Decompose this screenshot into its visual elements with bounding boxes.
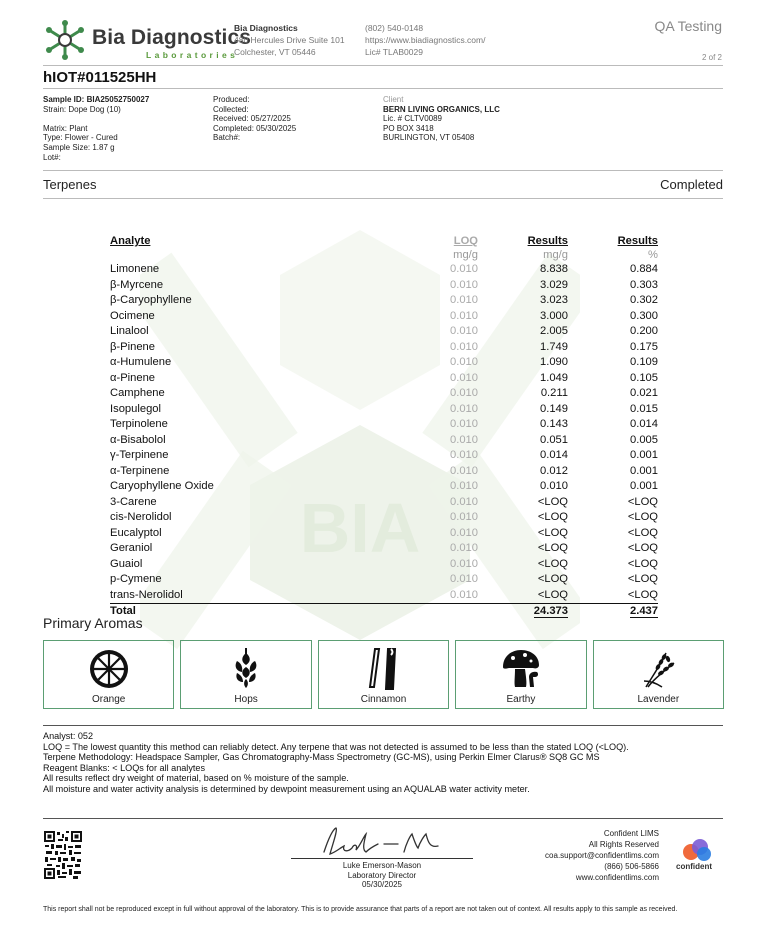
date-collected: Collected: — [213, 104, 249, 114]
loq-value: 0.010 — [450, 402, 478, 415]
unit-results-mg: mg/g — [543, 249, 568, 261]
loq-value: 0.010 — [450, 387, 478, 399]
section-status: Completed — [660, 177, 723, 192]
analyte-name: p-Cymene — [110, 573, 162, 585]
notes-section — [43, 731, 727, 795]
header-divider — [43, 65, 723, 66]
result-pct: 0.884 — [630, 263, 658, 275]
loq-value: 0.010 — [450, 480, 478, 492]
total-mg: 24.373 — [533, 605, 568, 617]
client-address1: PO BOX 3418 — [383, 123, 434, 133]
result-pct: 0.001 — [630, 449, 658, 461]
signoff-block — [291, 861, 473, 890]
analyte-name: β-Pinene — [110, 340, 155, 353]
client-name: BERN LIVING ORGANICS, LLC — [383, 104, 500, 114]
analyte-name: Caryophyllene Oxide — [110, 480, 214, 492]
aroma-card-cinnamon — [318, 640, 449, 709]
lab-phone: (802) 540-0148 — [365, 23, 424, 33]
table-row — [110, 479, 658, 495]
units-row — [110, 248, 658, 262]
table-row — [110, 464, 658, 480]
lims-phone: (866) 506-5866 — [604, 862, 659, 871]
analyte-name: 3-Carene — [110, 495, 157, 508]
loq-value: 0.010 — [450, 371, 478, 384]
result-mg: 1.049 — [540, 371, 568, 384]
result-pct: 0.015 — [630, 402, 658, 415]
table-row — [110, 355, 658, 371]
bia-logo-icon — [43, 19, 87, 61]
lab-website-link[interactable]: https://www.biadiagnostics.com/ — [365, 35, 486, 45]
moisture-note: All moisture and water activity analysis is determined by dewpoint measurement using an AQUALAB water activity meter. — [43, 783, 530, 794]
sample-strain: Strain: Dope Dog (10) — [43, 104, 121, 114]
table-row — [110, 557, 658, 573]
reagent-blanks: Reagent Blanks: < LOQs for all analytes — [43, 762, 206, 773]
analyte-name: α-Terpinene — [110, 464, 170, 477]
footer-disclaimer: This report shall not be reproduced except in full without approval of the laboratory. This is to provide assurance that parts of a report are not taken out of context. All results apply to this sample as received. — [43, 906, 678, 913]
loq-value: 0.010 — [450, 542, 478, 554]
lab-logo-subtitle: Laboratories — [146, 50, 239, 60]
analyte-name: β-Myrcene — [110, 278, 164, 291]
loq-value: 0.010 — [450, 309, 478, 322]
table-row — [110, 324, 658, 340]
director-name: Luke Emerson-Mason — [342, 861, 422, 870]
result-pct: 0.021 — [630, 387, 658, 399]
total-row — [110, 604, 658, 620]
result-pct: <LOQ — [627, 588, 658, 601]
result-pct: 0.300 — [630, 309, 658, 322]
dry-weight-note: All results reflect dry weight of material, based on % moisture of the sample. — [43, 773, 349, 784]
loq-value: 0.010 — [450, 511, 478, 523]
loq-value: 0.010 — [450, 418, 478, 430]
table-row — [110, 510, 658, 526]
loq-definition: LOQ = The lowest quantity this method can reliably detect. Any terpene that was not detected is assumed to be less than the stated LOQ (<LOQ). — [43, 741, 629, 752]
loq-value: 0.010 — [450, 573, 478, 585]
orange-slice-icon — [87, 647, 131, 691]
result-pct: 0.001 — [630, 480, 658, 492]
sample-info — [43, 95, 149, 162]
signoff-date: 05/30/2025 — [361, 880, 403, 890]
lims-website-link[interactable]: www.confidentlims.com — [575, 873, 659, 882]
page-number: 2 of 2 — [701, 53, 722, 62]
sample-matrix: Matrix: Plant — [43, 123, 88, 133]
result-mg: 0.143 — [540, 418, 568, 430]
loq-value: 0.010 — [450, 340, 478, 353]
analyte-name: β-Caryophyllene — [110, 294, 192, 306]
aroma-card-hops — [180, 640, 311, 709]
result-mg: <LOQ — [537, 511, 568, 523]
sample-lot: Lot#: — [43, 152, 61, 162]
table-row — [110, 448, 658, 464]
result-pct: 0.175 — [630, 340, 658, 353]
result-mg: 8.838 — [540, 263, 568, 275]
analyte-name: α-Pinene — [110, 371, 156, 384]
table-row — [110, 293, 658, 309]
date-produced: Produced: — [213, 95, 250, 104]
unit-results-pct: % — [648, 249, 658, 261]
aroma-label: Orange — [92, 694, 126, 705]
result-mg: 3.000 — [540, 309, 568, 322]
section-title: Terpenes — [43, 177, 97, 192]
total-pct: 2.437 — [630, 605, 658, 617]
result-mg: 1.749 — [540, 340, 568, 353]
table-row — [110, 433, 658, 449]
lab-address — [234, 22, 345, 58]
aroma-card-lavender — [593, 640, 724, 709]
loq-value: 0.010 — [450, 526, 478, 539]
client-info — [383, 95, 500, 143]
aroma-label: Lavender — [637, 694, 680, 705]
table-row — [110, 495, 658, 511]
result-mg: 2.005 — [540, 325, 568, 337]
result-pct: <LOQ — [627, 526, 658, 539]
unit-loq: mg/g — [453, 249, 478, 261]
col-loq: LOQ — [453, 235, 478, 247]
table-row — [110, 371, 658, 387]
client-label: Client — [383, 95, 404, 104]
result-pct: 0.302 — [630, 294, 658, 306]
table-row — [110, 340, 658, 356]
section-divider — [43, 198, 723, 199]
loq-value: 0.010 — [450, 557, 478, 570]
lavender-icon — [636, 647, 680, 691]
analyte-name: Camphene — [110, 387, 165, 399]
lims-email-link[interactable]: coa.support@confidentlims.com — [545, 851, 659, 860]
loq-value: 0.010 — [450, 294, 478, 306]
result-mg: <LOQ — [537, 526, 568, 539]
analyte-name: α-Humulene — [110, 356, 172, 368]
result-mg: 0.012 — [540, 464, 568, 477]
aroma-label: Hops — [234, 694, 258, 705]
sample-type: Type: Flower - Cured — [43, 133, 118, 143]
report-title: hIOT#011525HH — [43, 69, 157, 86]
loq-value: 0.010 — [450, 449, 478, 461]
analyte-name: Terpinolene — [110, 418, 168, 430]
result-pct: <LOQ — [627, 557, 658, 570]
sample-dates — [213, 95, 296, 143]
result-pct: 0.303 — [630, 278, 658, 291]
analyte-name: γ-Terpinene — [110, 449, 169, 461]
result-mg: 0.051 — [540, 433, 568, 446]
title-divider — [43, 88, 723, 89]
analyte-name: cis-Nerolidol — [110, 511, 172, 523]
result-pct: <LOQ — [627, 511, 658, 523]
result-pct: 0.105 — [630, 371, 658, 384]
analyst: Analyst: 052 — [43, 731, 94, 741]
analyte-name: Guaiol — [110, 557, 143, 570]
result-mg: 0.014 — [540, 449, 568, 461]
aromas-row — [43, 640, 724, 709]
col-results-mg: Results — [527, 235, 568, 247]
result-pct: 0.005 — [630, 433, 658, 446]
mushroom-icon — [499, 647, 543, 691]
lims-name: Confident LIMS — [603, 829, 659, 838]
lab-license: Lic# TLAB0029 — [365, 47, 423, 57]
loq-value: 0.010 — [450, 495, 478, 508]
result-pct: <LOQ — [627, 573, 658, 585]
loq-value: 0.010 — [450, 433, 478, 446]
lab-address-name: Bia Diagnostics — [234, 23, 298, 33]
table-row — [110, 417, 658, 433]
table-row — [110, 278, 658, 294]
loq-value: 0.010 — [450, 464, 478, 477]
table-row — [110, 588, 658, 604]
loq-value: 0.010 — [450, 263, 478, 275]
table-row — [110, 402, 658, 418]
result-mg: <LOQ — [537, 542, 568, 554]
client-address2: BURLINGTON, VT 05408 — [383, 133, 475, 143]
result-mg: 3.023 — [540, 294, 568, 306]
col-analyte: Analyte — [110, 235, 151, 247]
director-title: Laboratory Director — [347, 870, 417, 880]
analyte-name: Linalool — [110, 325, 149, 337]
analyte-name: Ocimene — [110, 309, 155, 322]
hops-icon — [224, 647, 268, 691]
table-row — [110, 262, 658, 278]
sample-id: Sample ID: BIA25052750027 — [43, 95, 150, 104]
result-pct: 0.200 — [630, 325, 658, 337]
confident-brand-name: confident — [676, 862, 712, 871]
qa-testing-label: QA Testing — [654, 18, 722, 34]
loq-value: 0.010 — [450, 588, 478, 601]
table-row — [110, 526, 658, 542]
director-signature — [318, 822, 448, 860]
result-pct: 0.109 — [630, 356, 658, 368]
notes-bottom-divider — [43, 818, 723, 819]
lab-address-line2: Colchester, VT 05446 — [234, 47, 316, 57]
aroma-card-earthy — [455, 640, 586, 709]
result-pct: 0.014 — [630, 418, 658, 430]
qr-code-icon[interactable] — [43, 830, 83, 880]
result-mg: 1.090 — [540, 356, 568, 368]
meta-divider — [43, 170, 723, 171]
result-mg: <LOQ — [537, 557, 568, 570]
date-completed: Completed: 05/30/2025 — [213, 123, 297, 133]
lab-contact — [365, 22, 485, 58]
result-pct: <LOQ — [627, 495, 658, 508]
lims-rights: All Rights Reserved — [588, 840, 659, 849]
cinnamon-icon — [362, 647, 406, 691]
analyte-name: trans-Nerolidol — [110, 588, 183, 601]
batch-number: Batch#: — [213, 133, 241, 143]
analyte-name: α-Bisabolol — [110, 433, 166, 446]
sample-size: Sample Size: 1.87 g — [43, 142, 115, 152]
table-row — [110, 541, 658, 557]
result-mg: <LOQ — [537, 573, 568, 585]
analyte-name: Limonene — [110, 263, 160, 275]
table-row — [110, 386, 658, 402]
lab-address-line1: 480 Hercules Drive Suite 101 — [234, 35, 345, 45]
lab-logo-name: Bia Diagnostics — [92, 26, 252, 49]
lims-block — [545, 828, 659, 883]
loq-value: 0.010 — [450, 325, 478, 337]
result-mg: 3.029 — [540, 278, 568, 291]
aroma-label: Earthy — [506, 694, 536, 705]
loq-value: 0.010 — [450, 356, 478, 368]
result-pct: 0.001 — [630, 464, 658, 477]
loq-value: 0.010 — [450, 278, 478, 291]
notes-divider — [43, 725, 723, 726]
client-license: Lic. # CLTV0089 — [383, 114, 442, 124]
result-pct: <LOQ — [627, 542, 658, 554]
result-mg: <LOQ — [537, 495, 568, 508]
svg-text:BIA: BIA — [299, 489, 421, 567]
analyte-name: Isopulegol — [110, 402, 162, 415]
result-mg: <LOQ — [537, 588, 568, 601]
result-mg: 0.149 — [540, 402, 568, 415]
result-mg: 0.211 — [540, 387, 568, 399]
total-label: Total — [110, 604, 413, 620]
aroma-label: Cinnamon — [360, 694, 407, 705]
methodology: Terpene Methodology: Headspace Sampler, Gas Chromatography-Mass Spectrometry (GC-MS), using Perkin Elmer Clarus® SQ8 GC MS — [43, 752, 600, 763]
aroma-card-orange — [43, 640, 174, 709]
signature-line — [291, 858, 473, 859]
table-row — [110, 309, 658, 325]
terpenes-table — [110, 234, 658, 620]
table-row — [110, 572, 658, 588]
result-mg: 0.010 — [540, 480, 568, 492]
aromas-title: Primary Aromas — [43, 615, 143, 631]
analyte-name: Geraniol — [110, 542, 153, 554]
date-received: Received: 05/27/2025 — [213, 114, 291, 124]
confident-logo-icon — [680, 836, 714, 864]
col-results-pct: Results — [617, 235, 658, 247]
analyte-name: Eucalyptol — [110, 526, 162, 539]
